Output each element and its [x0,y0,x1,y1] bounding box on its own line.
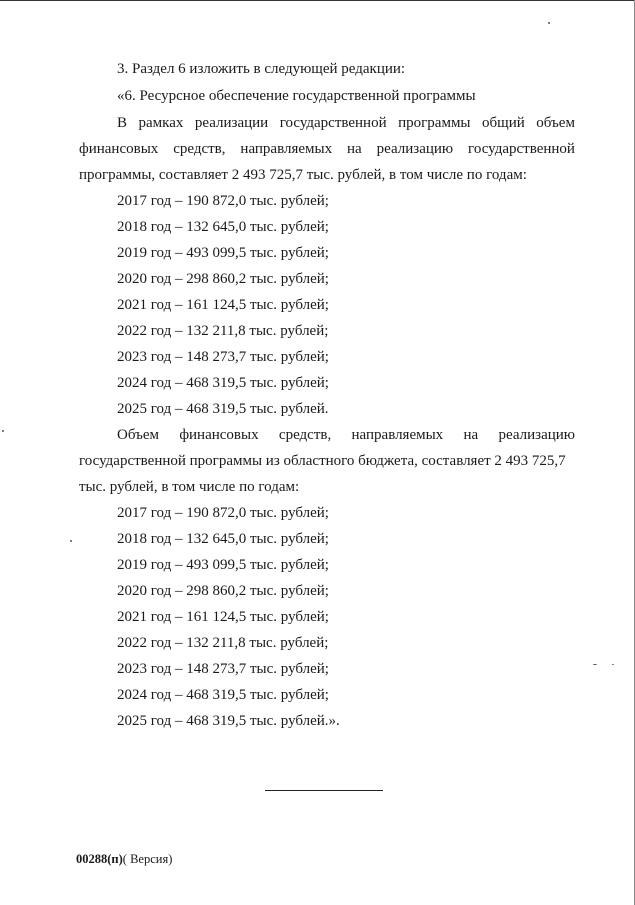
list-item: 2023 год – 148 273,7 тыс. рублей; [117,661,329,677]
paragraph-1-line-3: программы, составляет 2 493 725,7 тыс. рублей, в том числе по годам: [79,167,527,183]
word: общий [482,115,525,131]
list-item: 2024 год – 468 319,5 тыс. рублей; [117,687,329,703]
scan-speck [612,664,614,665]
list-item: 2017 год – 190 872,0 тыс. рублей; [117,505,329,521]
list-item: 2018 год – 132 645,0 тыс. рублей; [117,219,329,235]
list-item: 2022 год – 132 211,8 тыс. рублей; [117,323,329,339]
word: на [463,427,479,443]
paragraph-2-line-3: тыс. рублей, в том числе по годам: [79,479,300,495]
word: финансовых [79,141,159,157]
word: рамках [138,115,184,131]
list-item: 2021 год – 161 124,5 тыс. рублей; [117,297,329,313]
word: направляемых [240,141,333,157]
separator-line [265,790,383,791]
list-item: 2020 год – 298 860,2 тыс. рублей; [117,583,329,599]
list-item: 2020 год – 298 860,2 тыс. рублей; [117,271,329,287]
list-item: 2018 год – 132 645,0 тыс. рублей; [117,531,329,547]
paragraph-1-line-1 [117,114,575,132]
list-item: 2019 год – 493 099,5 тыс. рублей; [117,557,329,573]
word: реализацию [498,427,575,443]
word: реализации [194,115,269,131]
section-instruction: 3. Раздел 6 изложить в следующей редакции: [117,61,406,77]
word: Объем [117,427,159,443]
list-item: 2022 год – 132 211,8 тыс. рублей; [117,635,329,651]
word: направляемых [351,427,444,443]
list-item: 2017 год – 190 872,0 тыс. рублей; [117,193,329,209]
word: объем [536,115,575,131]
document-version: ( Версия) [122,852,173,866]
scan-speck [593,664,597,665]
word: на [347,141,362,157]
scan-speck [2,430,4,432]
paragraph-2-line-2: государственной программы из областного бюджета, составляет 2 493 725,7 [79,453,566,469]
word: финансовых [179,427,259,443]
list-item: 2025 год – 468 319,5 тыс. рублей. [117,401,329,417]
scan-speck [548,22,550,24]
scan-top-edge [0,0,635,1]
word: государственной [279,115,387,131]
word: программы [398,115,471,131]
list-item: 2021 год – 161 124,5 тыс. рублей; [117,609,329,625]
list-item: 2023 год – 148 273,7 тыс. рублей; [117,349,329,365]
list-item: 2024 год – 468 319,5 тыс. рублей; [117,375,329,391]
word: средств, [173,141,226,157]
word: В [117,115,128,131]
document-code [76,851,172,867]
section-title: «6. Ресурсное обеспечение государственной программы [117,88,476,104]
document-code-number: 00288(п) [76,852,123,866]
word: средств, [278,427,332,443]
list-item: 2025 год – 468 319,5 тыс. рублей.». [117,713,340,729]
paragraph-1-line-2 [79,140,575,158]
scan-speck [70,540,72,542]
word: государственной [468,141,575,157]
paragraph-2-line-1 [117,426,575,444]
word: реализацию [376,141,454,157]
list-item: 2019 год – 493 099,5 тыс. рублей; [117,245,329,261]
